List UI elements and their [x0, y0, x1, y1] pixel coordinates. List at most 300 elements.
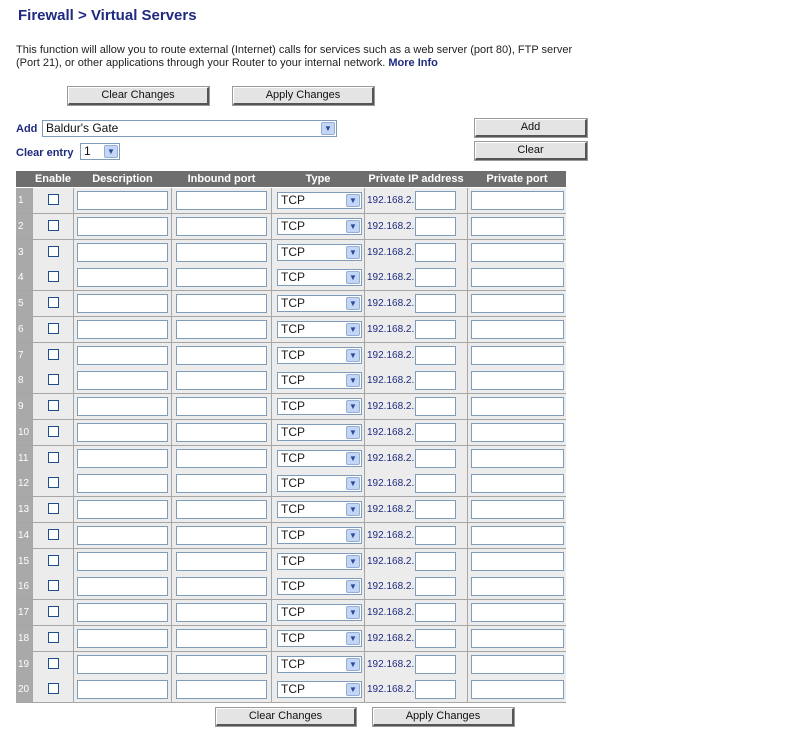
inbound-port-input[interactable]	[176, 397, 267, 416]
type-select[interactable]	[277, 475, 362, 492]
row-number: 9	[16, 394, 32, 419]
description-cell	[74, 497, 171, 522]
description-input[interactable]	[77, 371, 168, 390]
enable-cell	[33, 626, 73, 651]
type-value: TCP	[281, 630, 305, 645]
private-ip-cell	[365, 214, 467, 239]
inbound-port-cell	[172, 343, 271, 368]
description-cell	[74, 600, 171, 625]
enable-checkbox[interactable]	[48, 374, 59, 385]
enable-cell	[33, 497, 73, 522]
type-select[interactable]	[277, 553, 362, 570]
enable-cell	[33, 549, 73, 574]
private-port-input[interactable]	[471, 320, 564, 339]
type-value: TCP	[281, 579, 305, 594]
table-row	[16, 317, 566, 343]
enable-cell	[33, 265, 73, 290]
private-ip-cell	[365, 188, 467, 213]
private-port-input[interactable]	[471, 371, 564, 390]
row-number: 15	[16, 549, 32, 574]
private-port-input[interactable]	[471, 629, 564, 648]
enable-checkbox[interactable]	[48, 271, 59, 282]
inbound-port-input[interactable]	[176, 603, 267, 622]
enable-checkbox[interactable]	[48, 606, 59, 617]
row-number: 19	[16, 652, 32, 677]
private-ip-cell	[365, 343, 467, 368]
type-cell	[272, 240, 364, 265]
chevron-down-icon: ▼	[346, 477, 360, 490]
private-ip-cell	[365, 600, 467, 625]
private-port-input[interactable]	[471, 526, 564, 545]
description-input[interactable]	[77, 629, 168, 648]
private-ip-input[interactable]	[415, 474, 456, 493]
description-input[interactable]	[77, 346, 168, 365]
private-port-input[interactable]	[471, 397, 564, 416]
chevron-down-icon: ▼	[346, 529, 360, 542]
private-port-input[interactable]	[471, 294, 564, 313]
ip-prefix: 192.168.2.	[367, 684, 415, 696]
type-value: TCP	[281, 321, 305, 336]
enable-checkbox[interactable]	[48, 452, 59, 463]
description-input[interactable]	[77, 655, 168, 674]
private-ip-input[interactable]	[415, 191, 456, 210]
enable-checkbox[interactable]	[48, 323, 59, 334]
ip-prefix: 192.168.2.	[367, 452, 415, 464]
row-number: 11	[16, 446, 32, 471]
description-input[interactable]	[77, 603, 168, 622]
clear-changes-button-bottom[interactable]: Clear Changes	[216, 708, 356, 726]
private-ip-cell	[365, 549, 467, 574]
type-select[interactable]	[277, 681, 362, 698]
type-cell	[272, 471, 364, 496]
inbound-port-cell	[172, 368, 271, 393]
private-ip-cell	[365, 652, 467, 677]
private-port-cell	[468, 471, 566, 496]
chevron-down-icon: ▼	[346, 580, 360, 593]
type-select[interactable]	[277, 295, 362, 312]
private-ip-input[interactable]	[415, 655, 456, 674]
private-ip-cell	[365, 523, 467, 548]
inbound-port-input[interactable]	[176, 680, 267, 699]
table-row	[16, 446, 566, 472]
private-ip-input[interactable]	[415, 629, 456, 648]
private-port-input[interactable]	[471, 217, 564, 236]
type-cell	[272, 317, 364, 342]
inbound-port-input[interactable]	[176, 243, 267, 262]
row-number: 14	[16, 523, 32, 548]
chevron-down-icon: ▼	[346, 323, 360, 336]
private-ip-input[interactable]	[415, 603, 456, 622]
header-private-port: Private port	[486, 173, 548, 185]
type-select[interactable]	[277, 398, 362, 415]
inbound-port-cell	[172, 626, 271, 651]
enable-checkbox[interactable]	[48, 632, 59, 643]
type-value: TCP	[281, 476, 305, 491]
private-ip-input[interactable]	[415, 371, 456, 390]
description-cell	[74, 420, 171, 445]
type-value: TCP	[281, 605, 305, 619]
type-select[interactable]	[277, 578, 362, 595]
type-cell	[272, 549, 364, 574]
private-ip-cell	[365, 265, 467, 290]
row-number: 20	[16, 677, 32, 702]
chevron-down-icon: ▼	[346, 349, 360, 362]
private-ip-cell	[365, 368, 467, 393]
inbound-port-cell	[172, 214, 271, 239]
description-cell	[74, 240, 171, 265]
chevron-down-icon: ▼	[346, 452, 360, 465]
inbound-port-cell	[172, 265, 271, 290]
description-cell	[74, 317, 171, 342]
type-cell	[272, 600, 364, 625]
type-select[interactable]	[277, 450, 362, 467]
chevron-down-icon: ▼	[346, 271, 360, 284]
inbound-port-input[interactable]	[176, 320, 267, 339]
chevron-down-icon: ▼	[346, 606, 360, 619]
private-port-cell	[468, 677, 566, 702]
type-cell	[272, 523, 364, 548]
type-select[interactable]	[277, 501, 362, 518]
type-value: TCP	[281, 527, 305, 542]
type-value: TCP	[281, 244, 305, 259]
private-ip-input[interactable]	[415, 552, 456, 571]
private-port-cell	[468, 291, 566, 316]
row-number: 10	[16, 420, 32, 445]
enable-cell	[33, 394, 73, 419]
private-port-cell	[468, 265, 566, 290]
private-ip-cell	[365, 626, 467, 651]
clear-changes-button-top[interactable]: Clear Changes	[68, 87, 209, 105]
type-cell	[272, 343, 364, 368]
type-cell	[272, 446, 364, 471]
inbound-port-input[interactable]	[176, 371, 267, 390]
header-enable: Enable	[34, 173, 72, 185]
chevron-down-icon: ▼	[346, 194, 360, 207]
chevron-down-icon: ▼	[346, 220, 360, 233]
header-inbound-port: Inbound port	[187, 173, 256, 185]
description-input[interactable]	[77, 474, 168, 493]
type-select[interactable]	[277, 244, 362, 261]
private-port-cell	[468, 574, 566, 599]
chevron-down-icon: ▼	[346, 555, 360, 568]
table-row	[16, 471, 566, 497]
inbound-port-input[interactable]	[176, 474, 267, 493]
private-port-cell	[468, 497, 566, 522]
private-port-cell	[468, 549, 566, 574]
private-ip-cell	[365, 497, 467, 522]
private-port-input[interactable]	[471, 500, 564, 519]
private-port-input[interactable]	[471, 243, 564, 262]
description-input[interactable]	[77, 680, 168, 699]
type-select[interactable]	[277, 218, 362, 235]
description-cell	[74, 291, 171, 316]
description-cell	[74, 677, 171, 702]
type-value: TCP	[281, 296, 305, 310]
type-cell	[272, 652, 364, 677]
type-select[interactable]	[277, 192, 362, 209]
type-select[interactable]	[277, 604, 362, 621]
add-service-select[interactable]	[42, 120, 337, 137]
type-value: TCP	[281, 399, 305, 413]
inbound-port-input[interactable]	[176, 346, 267, 365]
row-number: 4	[16, 265, 32, 290]
inbound-port-input[interactable]	[176, 629, 267, 648]
description-input[interactable]	[77, 217, 168, 236]
private-ip-input[interactable]	[415, 320, 456, 339]
ip-prefix: 192.168.2.	[367, 607, 415, 618]
enable-checkbox[interactable]	[48, 555, 59, 566]
table-row	[16, 368, 566, 394]
enable-checkbox[interactable]	[48, 349, 59, 360]
table-row	[16, 600, 566, 626]
more-info-link[interactable]: More Info	[388, 57, 438, 69]
type-select[interactable]	[277, 656, 362, 673]
table-row	[16, 677, 566, 703]
description-cell	[74, 394, 171, 419]
private-port-input[interactable]	[471, 423, 564, 442]
private-ip-input[interactable]	[415, 500, 456, 519]
private-port-input[interactable]	[471, 191, 564, 210]
inbound-port-input[interactable]	[176, 500, 267, 519]
private-ip-input[interactable]	[415, 680, 456, 699]
clear-entry-select[interactable]	[80, 143, 120, 160]
type-select[interactable]	[277, 630, 362, 647]
inbound-port-cell	[172, 652, 271, 677]
page-title: Firewall > Virtual Servers	[18, 7, 197, 24]
private-port-input[interactable]	[471, 655, 564, 674]
description-input[interactable]	[77, 243, 168, 262]
inbound-port-input[interactable]	[176, 423, 267, 442]
chevron-down-icon: ▼	[346, 426, 360, 439]
type-select[interactable]	[277, 321, 362, 338]
private-port-input[interactable]	[471, 474, 564, 493]
private-ip-cell	[365, 291, 467, 316]
chevron-down-icon: ▼	[346, 297, 360, 310]
add-button[interactable]: Add	[475, 119, 587, 137]
enable-checkbox[interactable]	[48, 194, 59, 205]
private-port-cell	[468, 523, 566, 548]
add-label: Add	[16, 123, 38, 135]
description-input[interactable]	[77, 191, 168, 210]
private-port-cell	[468, 652, 566, 677]
enable-checkbox[interactable]	[48, 503, 59, 514]
type-select[interactable]	[277, 424, 362, 441]
private-ip-input[interactable]	[415, 423, 456, 442]
description-input[interactable]	[77, 552, 168, 571]
inbound-port-input[interactable]	[176, 191, 267, 210]
enable-checkbox[interactable]	[48, 683, 59, 694]
private-ip-input[interactable]	[415, 243, 456, 262]
header-private-ip: Private IP address	[368, 173, 464, 185]
enable-checkbox[interactable]	[48, 529, 59, 540]
ip-prefix: 192.168.2.	[367, 349, 415, 361]
description-input[interactable]	[77, 500, 168, 519]
row-number: 13	[16, 497, 32, 522]
private-port-input[interactable]	[471, 552, 564, 571]
type-value: TCP	[281, 373, 305, 388]
table-row	[16, 291, 566, 317]
private-ip-input[interactable]	[415, 346, 456, 365]
inbound-port-input[interactable]	[176, 449, 267, 468]
apply-changes-button-bottom[interactable]: Apply Changes	[373, 708, 514, 726]
inbound-port-cell	[172, 240, 271, 265]
row-number: 3	[16, 240, 32, 265]
row-number: 17	[16, 600, 32, 625]
private-port-cell	[468, 240, 566, 265]
chevron-down-icon: ▼	[346, 683, 360, 696]
description-input[interactable]	[77, 397, 168, 416]
description-input[interactable]	[77, 423, 168, 442]
enable-checkbox[interactable]	[48, 426, 59, 437]
private-ip-cell	[365, 317, 467, 342]
chevron-down-icon: ▼	[346, 246, 360, 259]
enable-cell	[33, 188, 73, 213]
private-ip-input[interactable]	[415, 526, 456, 545]
inbound-port-cell	[172, 317, 271, 342]
private-port-cell	[468, 317, 566, 342]
description-cell	[74, 652, 171, 677]
type-cell	[272, 420, 364, 445]
chevron-down-icon: ▼	[346, 503, 360, 516]
ip-prefix: 192.168.2.	[367, 195, 415, 206]
row-number: 8	[16, 368, 32, 393]
description-input[interactable]	[77, 294, 168, 313]
private-port-input[interactable]	[471, 268, 564, 287]
ip-prefix: 192.168.2.	[367, 401, 415, 412]
enable-checkbox[interactable]	[48, 477, 59, 488]
private-ip-cell	[365, 446, 467, 471]
enable-cell	[33, 420, 73, 445]
inbound-port-input[interactable]	[176, 526, 267, 545]
table-row	[16, 214, 566, 240]
enable-cell	[33, 240, 73, 265]
table-header	[16, 171, 566, 187]
ip-prefix: 192.168.2.	[367, 504, 415, 515]
apply-changes-button-top[interactable]: Apply Changes	[233, 87, 374, 105]
private-ip-input[interactable]	[415, 449, 456, 468]
description-cell	[74, 368, 171, 393]
row-number: 16	[16, 574, 32, 599]
table-row	[16, 343, 566, 369]
enable-checkbox[interactable]	[48, 580, 59, 591]
type-select[interactable]	[277, 527, 362, 544]
private-ip-input[interactable]	[415, 268, 456, 287]
enable-cell	[33, 291, 73, 316]
inbound-port-input[interactable]	[176, 552, 267, 571]
description-cell	[74, 626, 171, 651]
clear-entry-value: 1	[84, 144, 91, 158]
private-ip-cell	[365, 677, 467, 702]
clear-button[interactable]: Clear	[475, 142, 587, 160]
inbound-port-input[interactable]	[176, 268, 267, 287]
row-number: 18	[16, 626, 32, 651]
description-text: This function will allow you to route external (Internet) calls for services such as a web server (port 80), FTP server (Port 21), or other applications through your Router to your internal network.	[16, 44, 573, 69]
type-value: TCP	[281, 270, 305, 285]
inbound-port-input[interactable]	[176, 655, 267, 674]
description-input[interactable]	[77, 449, 168, 468]
enable-checkbox[interactable]	[48, 400, 59, 411]
table-row	[16, 394, 566, 420]
chevron-down-icon: ▼	[104, 145, 118, 158]
description-cell	[74, 214, 171, 239]
inbound-port-input[interactable]	[176, 577, 267, 596]
private-port-input[interactable]	[471, 577, 564, 596]
private-ip-input[interactable]	[415, 217, 456, 236]
type-cell	[272, 291, 364, 316]
table-row	[16, 188, 566, 214]
description-input[interactable]	[77, 320, 168, 339]
description-input[interactable]	[77, 526, 168, 545]
table-row	[16, 497, 566, 523]
enable-cell	[33, 343, 73, 368]
inbound-port-input[interactable]	[176, 294, 267, 313]
enable-cell	[33, 523, 73, 548]
inbound-port-cell	[172, 291, 271, 316]
private-port-input[interactable]	[471, 603, 564, 622]
type-cell	[272, 574, 364, 599]
private-port-input[interactable]	[471, 680, 564, 699]
enable-checkbox[interactable]	[48, 297, 59, 308]
inbound-port-cell	[172, 523, 271, 548]
private-port-cell	[468, 214, 566, 239]
page-description	[16, 44, 596, 70]
type-cell	[272, 214, 364, 239]
inbound-port-cell	[172, 677, 271, 702]
type-value: TCP	[281, 347, 305, 362]
enable-checkbox[interactable]	[48, 658, 59, 669]
ip-prefix: 192.168.2.	[367, 272, 415, 284]
enable-cell	[33, 652, 73, 677]
table-row	[16, 652, 566, 678]
enable-checkbox[interactable]	[48, 220, 59, 231]
type-cell	[272, 368, 364, 393]
inbound-port-cell	[172, 549, 271, 574]
private-ip-input[interactable]	[415, 397, 456, 416]
type-cell	[272, 677, 364, 702]
private-port-input[interactable]	[471, 346, 564, 365]
private-ip-cell	[365, 574, 467, 599]
table-row	[16, 240, 566, 266]
type-value: TCP	[281, 193, 305, 207]
private-port-input[interactable]	[471, 449, 564, 468]
type-select[interactable]	[277, 269, 362, 286]
ip-prefix: 192.168.2.	[367, 478, 415, 490]
private-ip-input[interactable]	[415, 577, 456, 596]
private-ip-cell	[365, 240, 467, 265]
enable-checkbox[interactable]	[48, 246, 59, 257]
clear-entry-label: Clear entry	[16, 147, 74, 159]
private-port-cell	[468, 446, 566, 471]
inbound-port-cell	[172, 574, 271, 599]
private-ip-input[interactable]	[415, 294, 456, 313]
inbound-port-input[interactable]	[176, 217, 267, 236]
ip-prefix: 192.168.2.	[367, 323, 415, 335]
enable-cell	[33, 677, 73, 702]
type-select[interactable]	[277, 347, 362, 364]
ip-prefix: 192.168.2.	[367, 375, 415, 387]
row-number: 6	[16, 317, 32, 342]
type-select[interactable]	[277, 372, 362, 389]
ip-prefix: 192.168.2.	[367, 581, 415, 593]
type-value: TCP	[281, 424, 305, 439]
header-description: Description	[92, 173, 153, 185]
description-input[interactable]	[77, 577, 168, 596]
row-number: 1	[16, 188, 32, 213]
description-input[interactable]	[77, 268, 168, 287]
table-row	[16, 549, 566, 575]
description-cell	[74, 446, 171, 471]
inbound-port-cell	[172, 471, 271, 496]
